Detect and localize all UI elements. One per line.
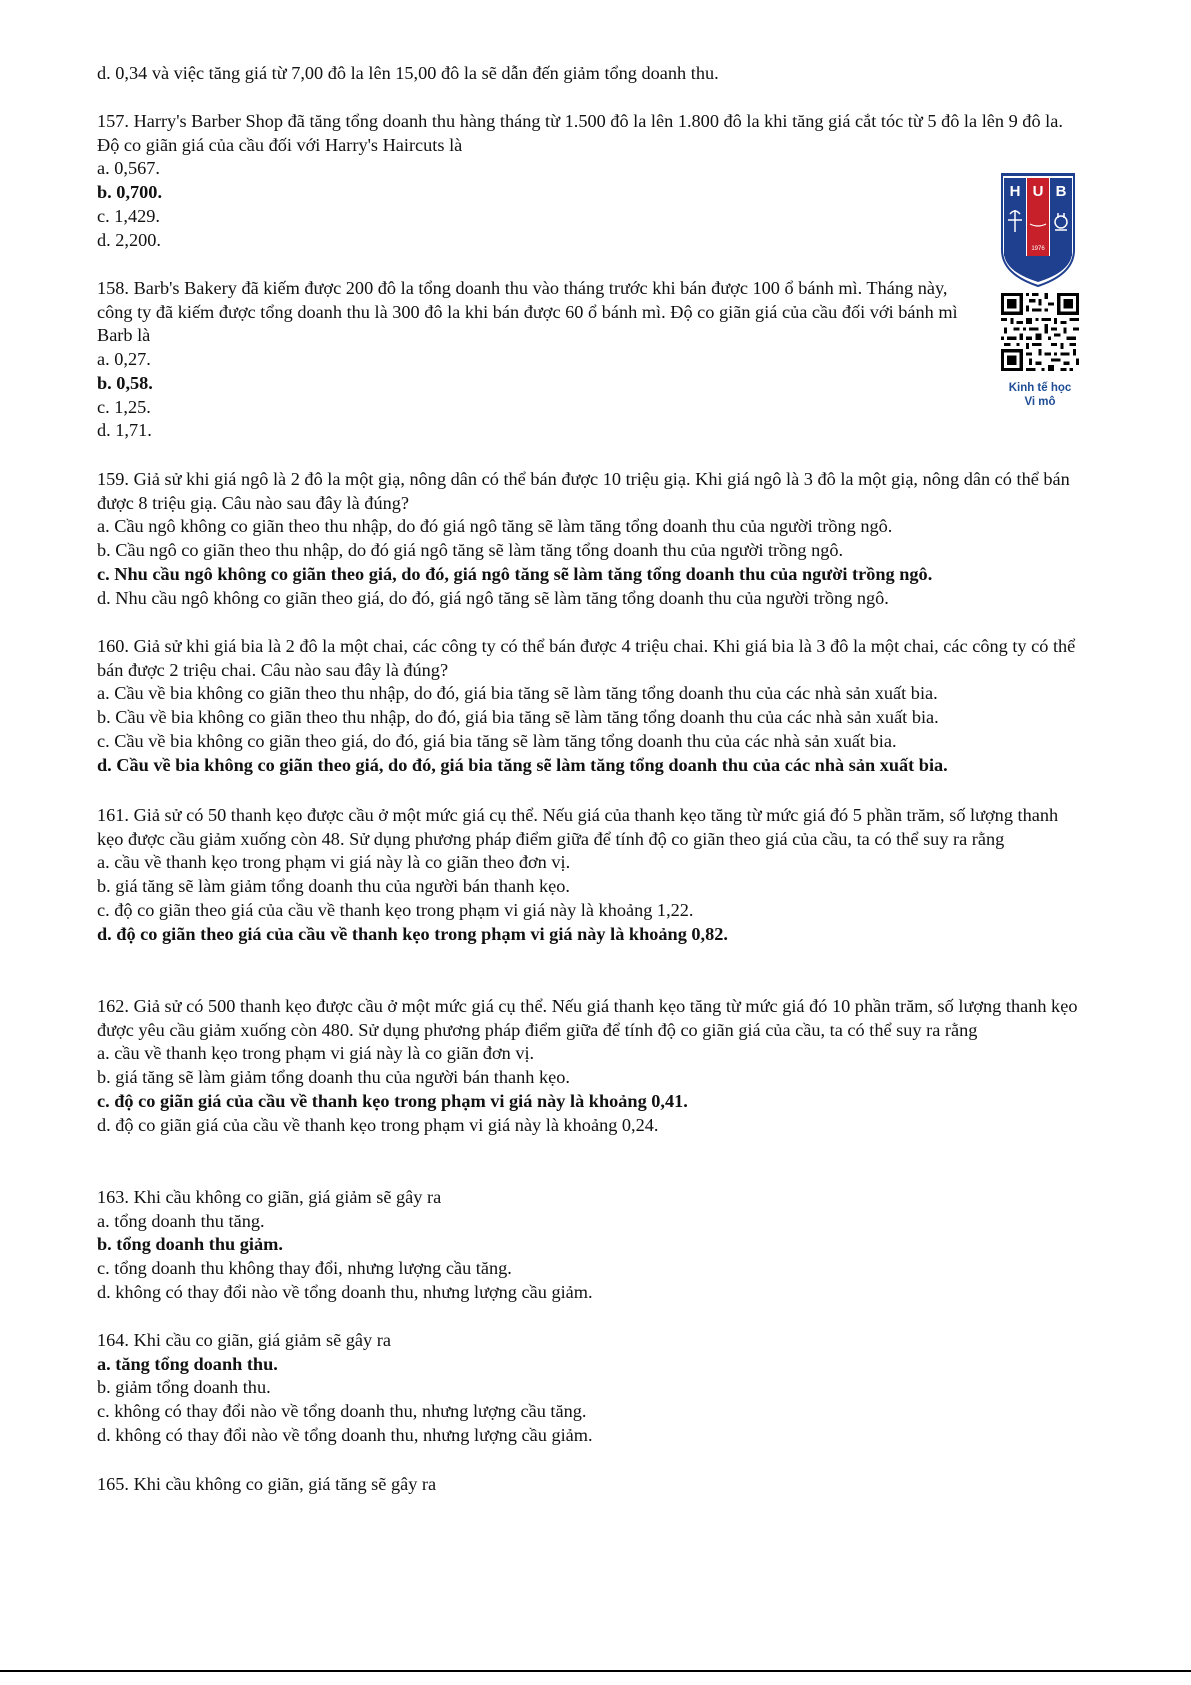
- option-b-correct: b. 0,700.: [97, 182, 163, 203]
- option-b-correct: b. 0,58.: [97, 372, 153, 393]
- logo-letter-h: H: [1009, 183, 1021, 200]
- question-157: [97, 110, 1087, 252]
- option-d: d. 1,71.: [97, 420, 152, 441]
- logo-letter-u: U: [1032, 183, 1044, 200]
- question-stem: 160. Giả sử khi giá bia là 2 đô la một chai, các công ty có thể bán được 4 triệu chai. Khi giá bia là 3 đô la một chai, các công ty có thể bán được 2 triệu chai. Câu nào sau đây là đúng?: [97, 636, 1076, 680]
- option-b-correct: b. tổng doanh thu giảm.: [97, 1234, 283, 1255]
- logo-year: 1976: [1031, 246, 1045, 252]
- option-a: a. tổng doanh thu tăng.: [97, 1210, 265, 1231]
- option-d-correct: d. Cầu về bia không co giãn theo giá, do đó, giá bia tăng sẽ làm tăng tổng doanh thu của các nhà sản xuất bia.: [97, 754, 948, 775]
- option-a: a. 0,27.: [97, 349, 151, 370]
- option-a: a. 0,567.: [97, 158, 160, 179]
- question-stem: 164. Khi cầu co giãn, giá giảm sẽ gây ra: [97, 1330, 391, 1350]
- question-165: [97, 1473, 1087, 1497]
- question-stem: 161. Giả sử có 50 thanh kẹo được cầu ở một mức giá cụ thể. Nếu giá của thanh kẹo tăng từ mức giá đó 5 phần trăm, số lượng thanh kẹo được cầu giảm xuống còn 48. Sử dụng phương pháp điểm giữa để tính độ co giãn theo giá của cầu, ta có thể suy ra rằng: [97, 805, 1059, 849]
- question-160: [97, 635, 1097, 777]
- question-159: [97, 468, 1097, 610]
- caption-line-2: Vi mô: [1024, 396, 1056, 408]
- option-d: d. không có thay đổi nào về tổng doanh thu, nhưng lượng cầu giảm.: [97, 1424, 593, 1445]
- sidebar-caption: [990, 381, 1090, 409]
- option-c-correct: c. độ co giãn giá của cầu về thanh kẹo trong phạm vi giá này là khoảng 0,41.: [97, 1090, 688, 1111]
- option-b: b. Cầu về bia không co giãn theo thu nhập, do đó, giá bia tăng sẽ làm tăng tổng doanh thu của các nhà sản xuất bia.: [97, 707, 939, 728]
- option-c: c. độ co giãn theo giá của cầu về thanh kẹo trong phạm vi giá này là khoảng 1,22.: [97, 899, 694, 920]
- question-161: [97, 804, 1087, 946]
- option-d: d. độ co giãn giá của cầu về thanh kẹo trong phạm vi giá này là khoảng 0,24.: [97, 1114, 659, 1135]
- question-stem: 162. Giả sử có 500 thanh kẹo được cầu ở một mức giá cụ thể. Nếu giá thanh kẹo tăng từ mức giá đó 10 phần trăm, số lượng thanh kẹo được yêu cầu giảm xuống còn 480. Sử dụng phương pháp điểm giữa để tính độ co giãn giá của cầu, ta có thể suy ra rằng: [97, 996, 1078, 1040]
- option-c: c. Cầu về bia không co giãn theo giá, do đó, giá bia tăng sẽ làm tăng tổng doanh thu của các nhà sản xuất bia.: [97, 730, 897, 751]
- option-b: b. giá tăng sẽ làm giảm tổng doanh thu của người bán thanh kẹo.: [97, 876, 570, 897]
- option-d: d. không có thay đổi nào về tổng doanh thu, nhưng lượng cầu giảm.: [97, 1281, 593, 1302]
- option-d-correct: d. độ co giãn theo giá của cầu về thanh kẹo trong phạm vi giá này là khoảng 0,82.: [97, 923, 728, 944]
- option-d: d. 2,200.: [97, 229, 161, 250]
- question-164: [97, 1329, 1087, 1448]
- option-b: b. giá tăng sẽ làm giảm tổng doanh thu của người bán thanh kẹo.: [97, 1067, 570, 1088]
- qr-code-icon: [1001, 293, 1079, 371]
- question-158: [97, 277, 967, 443]
- question-stem: 157. Harry's Barber Shop đã tăng tổng doanh thu hàng tháng từ 1.500 đô la lên 1.800 đô la khi tăng giá cắt tóc từ 5 đô la lên 9 đô la. Độ co giãn giá của cầu đối với Harry's Haircuts là: [97, 111, 1063, 155]
- option-b: b. Cầu ngô co giãn theo thu nhập, do đó giá ngô tăng sẽ làm tăng tổng doanh thu của người trồng ngô.: [97, 540, 844, 561]
- logo-letter-b: B: [1055, 183, 1067, 200]
- previous-question-option: d. 0,34 và việc tăng giá từ 7,00 đô la lên 15,00 đô la sẽ dẫn đến giảm tổng doanh thu.: [97, 63, 719, 83]
- hub-logo-icon: [1000, 168, 1076, 288]
- question-stem: 163. Khi cầu không co giãn, giá giảm sẽ gây ra: [97, 1187, 442, 1207]
- option-c: c. 1,25.: [97, 396, 151, 417]
- question-162: [97, 995, 1087, 1137]
- option-a: a. cầu về thanh kẹo trong phạm vi giá này là co giãn theo đơn vị.: [97, 852, 571, 873]
- question-stem: 159. Giả sử khi giá ngô là 2 đô la một giạ, nông dân có thể bán được 10 triệu giạ. Khi giá ngô là 3 đô la một giạ, nông dân có thể bán được 8 triệu giạ. Câu nào sau đây là đúng?: [97, 469, 1070, 513]
- option-c: c. không có thay đổi nào về tổng doanh thu, nhưng lượng cầu tăng.: [97, 1401, 587, 1422]
- page-bottom-rule: [0, 1670, 1191, 1672]
- option-c: c. 1,429.: [97, 205, 160, 226]
- option-a-correct: a. tăng tổng doanh thu.: [97, 1353, 278, 1374]
- caption-line-1: Kinh tế học: [1008, 382, 1072, 394]
- option-c: c. tổng doanh thu không thay đổi, nhưng lượng cầu tăng.: [97, 1258, 512, 1279]
- option-b: b. giảm tổng doanh thu.: [97, 1377, 271, 1398]
- question-stem: 165. Khi cầu không co giãn, giá tăng sẽ gây ra: [97, 1474, 437, 1494]
- question-stem: 158. Barb's Bakery đã kiếm được 200 đô la tổng doanh thu vào tháng trước khi bán được 100 ổ bánh mì. Tháng này, công ty đã kiếm được tổng doanh thu là 300 đô la khi bán được 60 ổ bánh mì. Độ co giãn giá của cầu đối với bánh mì Barb là: [97, 278, 958, 346]
- option-d: d. Nhu cầu ngô không co giãn theo giá, do đó, giá ngô tăng sẽ làm tăng tổng doanh thu của người trồng ngô.: [97, 587, 889, 608]
- option-a: a. Cầu về bia không co giãn theo thu nhập, do đó, giá bia tăng sẽ làm tăng tổng doanh thu của các nhà sản xuất bia.: [97, 683, 938, 704]
- option-a: a. cầu về thanh kẹo trong phạm vi giá này là co giãn đơn vị.: [97, 1043, 535, 1064]
- question-163: [97, 1186, 1087, 1305]
- option-a: a. Cầu ngô không co giãn theo thu nhập, do đó giá ngô tăng sẽ làm tăng tổng doanh thu của người trồng ngô.: [97, 516, 893, 537]
- option-c-correct: c. Nhu cầu ngô không co giãn theo giá, do đó, giá ngô tăng sẽ làm tăng tổng doanh thu của người trồng ngô.: [97, 563, 933, 584]
